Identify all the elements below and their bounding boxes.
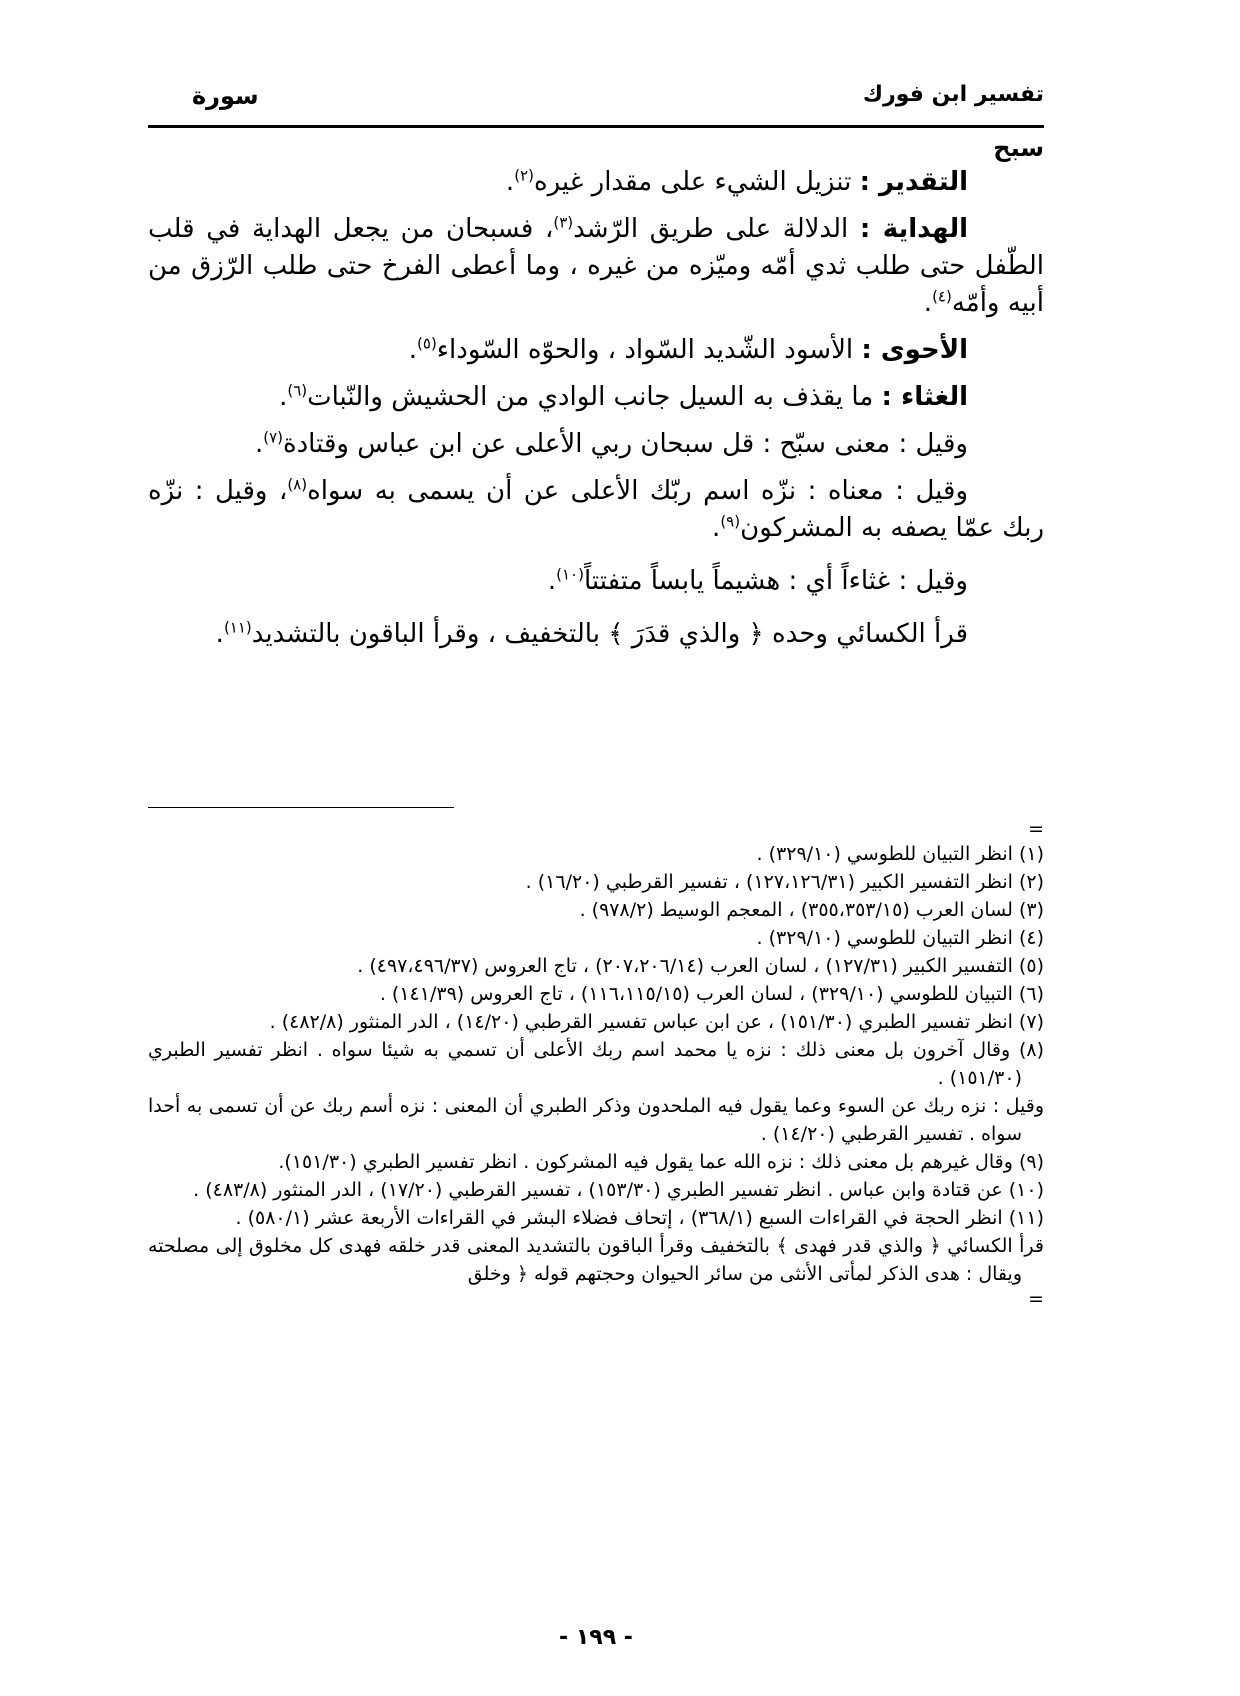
- footnote-8-continued: وقيل : نزه ربك عن السوء وعما يقول فيه الملحدون وذكر الطبري أن المعنى : نزه أسم ربك عن أن تسمى به أحدا سواه . تفسير القرطبي (١٤/٢٠) .: [148, 1095, 1044, 1145]
- paragraph-text: قرأ الكسائي وحده ﴿ والذي قدَرَ ﴾ بالتخفيف ، وقرأ الباقون بالتشديد: [251, 619, 968, 649]
- paragraph-text: وقيل : معناه : نزّه اسم ربّك الأعلى عن أن يسمى به سواه: [307, 476, 968, 506]
- footnote-ref: (٣): [553, 213, 574, 232]
- paragraph-maanahu: [148, 473, 1044, 547]
- paragraph-tail: .: [547, 566, 557, 596]
- surah-label: سورة: [192, 82, 259, 110]
- footnotes: [148, 818, 1044, 1310]
- footnote-ref: (٨): [287, 475, 308, 494]
- footnote-2: (٢) انظر التفسير الكبير (١٢٧،١٢٦/٣١) ، تفسير القرطبي (١٦/٢٠) .: [525, 871, 1044, 893]
- footnote-ref: (١٠): [556, 565, 584, 584]
- continuation-marker: =: [1028, 1288, 1044, 1310]
- footnote-ref: (٢): [514, 166, 534, 185]
- footnote-ref: (٤): [932, 287, 952, 306]
- footnote-ref: (١١): [223, 618, 252, 637]
- footnote-ref: (٦): [287, 381, 308, 400]
- footnote-5: (٥) التفسير الكبير (١٢٧/٣١) ، لسان العرب (٢٠٧،٢٠٦/١٤) ، تاج العروس (٤٩٧،٤٩٦/٣٧) .: [357, 955, 1044, 977]
- footnote-3: (٣) لسان العرب (٣٥٥،٣٥٣/١٥) ، المعجم الوسيط (٩٧٨/٢) .: [579, 899, 1044, 921]
- footnote-9: (٩) وقال غيرهم بل معنى ذلك : نزه الله عما يقول فيه المشركون . انظر تفسير الطبري (١٥١/٣٠).: [278, 1151, 1044, 1173]
- term: التقدير :: [859, 167, 968, 197]
- paragraph-ghuthaa: [148, 379, 1044, 416]
- footnote-10: (١٠) عن قتادة وابن عباس . انظر تفسير الطبري (١٥٣/٣٠) ، تفسير القرطبي (١٧/٢٠) ، الدر المنثور (٤٨٣/٨) .: [193, 1179, 1044, 1201]
- paragraph-text: الدلالة على طريق الرّشد: [573, 214, 860, 244]
- term: الأحوى :: [861, 335, 968, 365]
- paragraph-tail: .: [712, 513, 721, 543]
- footnote-8: (٨) وقال آخرون بل معنى ذلك : نزه يا محمد اسم ربك الأعلى أن تسمي به شيئا سواه . انظر تفسير الطبري (١٥١/٣٠) .: [148, 1039, 1044, 1089]
- paragraph-tail: .: [254, 429, 264, 459]
- paragraph-taqdir: [148, 164, 1044, 201]
- running-header: [148, 82, 1044, 122]
- paragraph-text: وقيل : معنى سبّح : قل سبحان ربي الأعلى عن ابن عباس وقتادة: [282, 429, 968, 459]
- paragraph-tail: .: [408, 335, 418, 365]
- footnote-ref: (٩): [720, 512, 741, 531]
- paragraph-tail: .: [215, 619, 224, 649]
- paragraph-tail: .: [279, 382, 288, 412]
- footnote-11-continued: قرأ الكسائي ﴿ والذي قدر فهدى ﴾ بالتخفيف وقرأ الباقون بالتشديد المعنى قدر خلقه فهدى كل مخلوق إلى مصلحته ويقال : هدى الذكر لمأتى الأنثى من سائر الحيوان وحجتهم قوله ﴿ وخلق: [148, 1235, 1044, 1285]
- term: الغثاء :: [881, 382, 968, 412]
- paragraph-tail: ، وقيل : نزّه ربك عمّا يصفه به المشركون: [148, 476, 1044, 543]
- paragraph-ahwa: [148, 332, 1044, 369]
- paragraph-hidaya: [148, 211, 1044, 322]
- continuation-marker: =: [1028, 818, 1044, 840]
- surah-name: سبح: [993, 134, 1044, 162]
- document-page: [148, 0, 1044, 1696]
- paragraph-text: وقيل : غثاءاً أي : هشيماً يابساً متفتتاً: [583, 566, 968, 596]
- footnote-11: (١١) انظر الحجة في القراءات السبع (٣٦٨/١) ، إتحاف فضلاء البشر في القراءات الأربعة عشر (٥٨٠/١) .: [235, 1207, 1044, 1229]
- paragraph-qiraa: [148, 616, 1044, 653]
- paragraph-text: ما يقذف به السيل جانب الوادي من الحشيش والنّبات: [307, 382, 882, 412]
- footnote-7: (٧) انظر تفسير الطبري (١٥١/٣٠) ، عن ابن عباس تفسير القرطبي (١٤/٢٠) ، الدر المنثور (٤٨٢/٨) .: [269, 1011, 1044, 1033]
- footnote-separator: [148, 807, 454, 808]
- footnote-1: (١) انظر التبيان للطوسي (٣٢٩/١٠) .: [756, 843, 1044, 865]
- paragraph-tail: .: [505, 167, 515, 197]
- paragraph-ghuthaa-hashim: [148, 563, 1044, 600]
- paragraph-sabbih: [148, 426, 1044, 463]
- footnote-ref: (٧): [263, 428, 283, 447]
- book-title: تفسير ابن فورك: [862, 82, 1044, 107]
- paragraph-tail: .: [923, 288, 933, 318]
- main-text: [148, 134, 1044, 663]
- paragraph-tail: ، فسبحان من يجعل الهداية في قلب الطّفل حتى طلب ثدي أمّه وميّزه من غيره ، وما أعطى الفرخ حتى طلب الرّزق من أبيه وأمّه: [148, 214, 1044, 318]
- paragraph-text: تنزيل الشيء على مقدار غيره: [533, 167, 860, 197]
- page-number: - ١٩٩ -: [559, 1625, 633, 1650]
- header-rule: [148, 125, 1044, 128]
- footnote-ref: (٥): [417, 334, 437, 353]
- paragraph-text: الأسود الشّديد السّواد ، والحوّه السّوداء: [436, 335, 862, 365]
- term: الهداية :: [859, 214, 969, 244]
- footnote-4: (٤) انظر التبيان للطوسي (٣٢٩/١٠) .: [756, 927, 1044, 949]
- footnote-6: (٦) التبيان للطوسي (٣٢٩/١٠) ، لسان العرب (١١٦،١١٥/١٥) ، تاج العروس (١٤١/٣٩) .: [379, 983, 1044, 1005]
